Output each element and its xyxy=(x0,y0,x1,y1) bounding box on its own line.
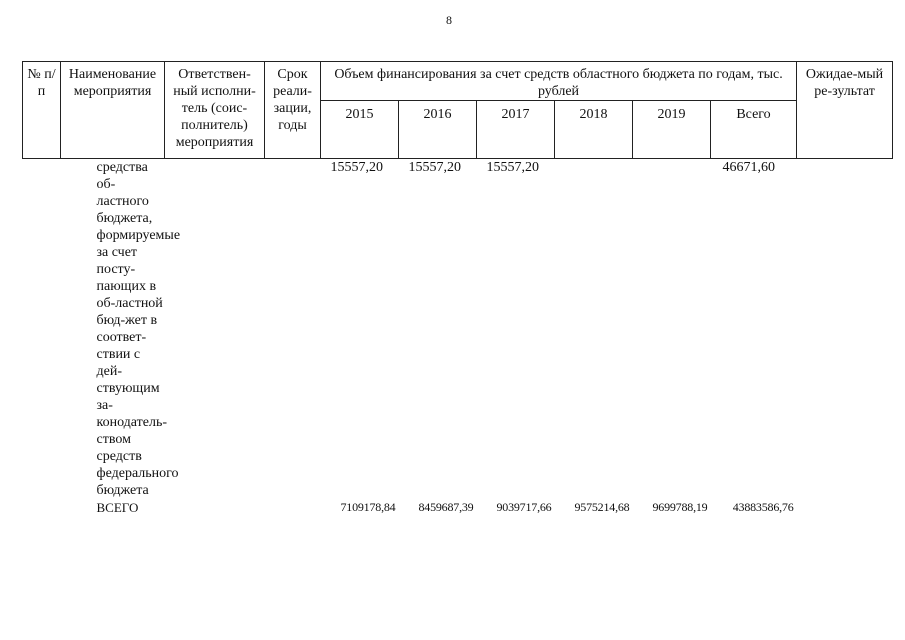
funding-table xyxy=(22,61,893,516)
page-number: 8 xyxy=(446,13,452,27)
header-result: Ожидае-мый ре-зультат xyxy=(797,62,893,159)
cell-value: 15557,20 xyxy=(330,160,383,175)
total-value: 9699788,19 xyxy=(652,500,708,514)
header-year: 2016 xyxy=(399,101,477,159)
table-row xyxy=(23,159,893,500)
total-value: 9039717,66 xyxy=(496,500,552,514)
cell-value xyxy=(633,159,711,500)
header-executor: Ответствен-ный исполни-тель (соис-полнитель) мероприятия xyxy=(165,62,265,159)
cell-value xyxy=(555,159,633,500)
total-value: 8459687,39 xyxy=(418,500,474,514)
total-value: 7109178,84 xyxy=(340,500,396,514)
table-row-total xyxy=(23,499,893,516)
cell-value: 15557,20 xyxy=(486,160,539,175)
header-year: 2019 xyxy=(633,101,711,159)
header-num: № п/п xyxy=(23,62,61,159)
row-name: средства об-ластного бюджета, формируемые за счет посту-пающих в об-ластной бюд-жет в соответ-ствии с дей-ствующим за-конодатель-ством средств федерального бюджета xyxy=(96,160,181,498)
header-year-total: Всего xyxy=(711,101,797,159)
header-year: 2018 xyxy=(555,101,633,159)
header-year: 2017 xyxy=(477,101,555,159)
header-row xyxy=(23,62,893,101)
cell-value: 15557,20 xyxy=(408,160,461,175)
header-funding: Объем финансирования за счет средств областного бюджета по годам, тыс. рублей xyxy=(321,62,797,101)
total-label: ВСЕГО xyxy=(96,500,139,515)
total-value: 9575214,68 xyxy=(574,500,630,514)
cell-value: 46671,60 xyxy=(722,160,775,175)
header-term: Срок реали-зации, годы xyxy=(265,62,321,159)
header-year: 2015 xyxy=(321,101,399,159)
header-name: Наименование мероприятия xyxy=(61,62,165,159)
total-value: 43883586,76 xyxy=(732,500,794,514)
